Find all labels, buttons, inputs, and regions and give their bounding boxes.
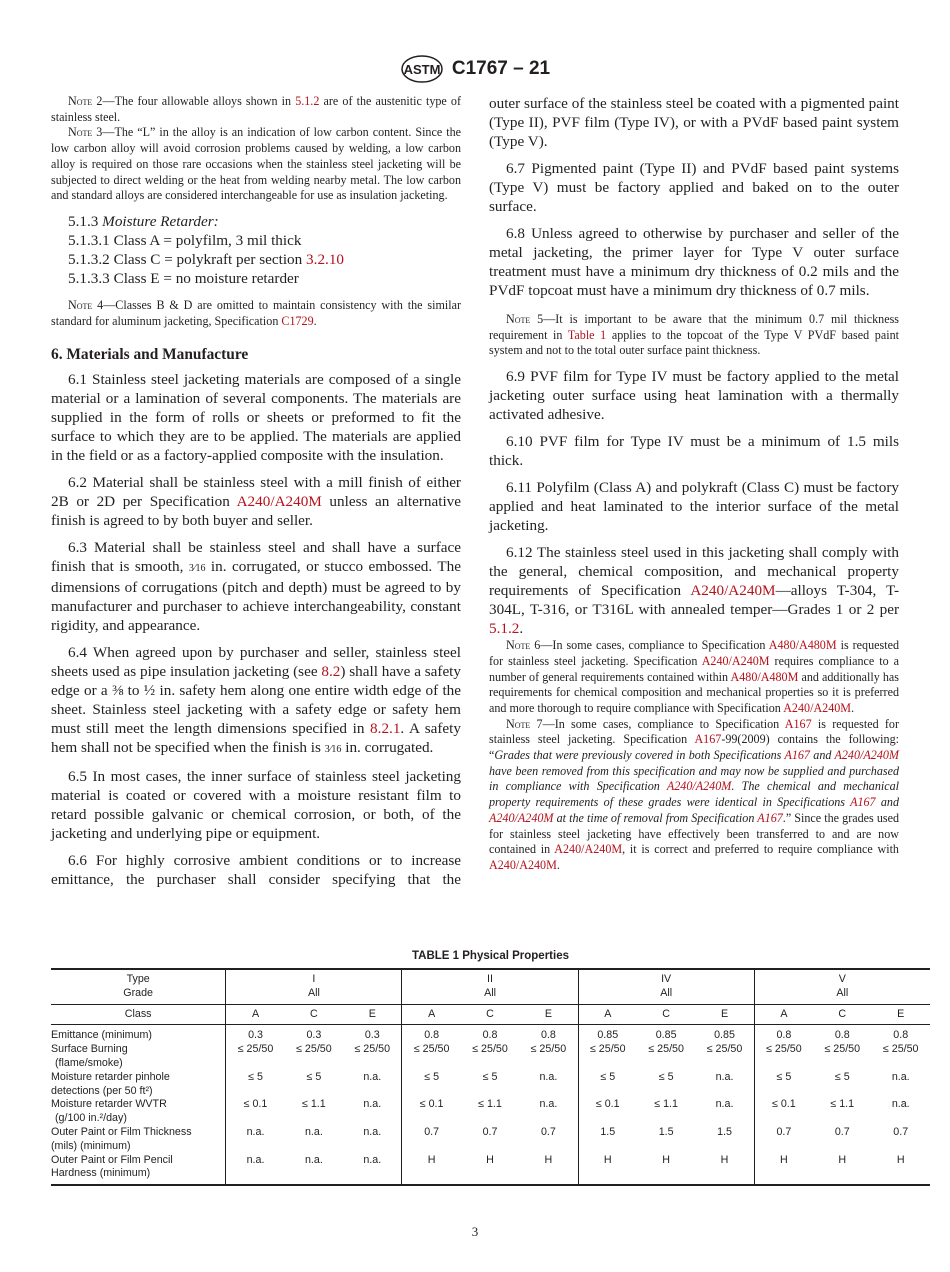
para-6-7: 6.7 Pigmented paint (Type II) and PVdF based paint systems (Type V) must be factory applied and baked on to the outer surface.: [489, 160, 899, 215]
section-5-1-3: 5.1.3 Moisture Retarder:: [68, 212, 219, 230]
type-group-header: II: [402, 969, 578, 987]
link-a167[interactable]: A167: [850, 795, 876, 810]
link-5-1-2[interactable]: 5.1.2: [295, 94, 320, 108]
page-header: [0, 54, 950, 84]
link-8-2[interactable]: 8.2: [321, 663, 341, 681]
link-a480[interactable]: A480/A480M: [768, 638, 837, 653]
note-2: Note 2—The four allowable alloys shown in 5.1.2 are of the austenitic type of stainless steel.: [51, 94, 462, 124]
link-table-1[interactable]: Table 1: [567, 327, 607, 342]
astm-logo-icon: [400, 54, 444, 84]
para-6-6: 6.6 For highly corrosive ambient conditions or to increase emittance, the purchaser shall consider specifying that the: [51, 852, 461, 889]
section-heading-6: 6. Materials and Manufacture: [51, 346, 249, 364]
para-6-9: 6.9 PVF film for Type IV must be factory applied to the metal jacketing outer surface using heat lamination with a thermally activated adhesive.: [489, 368, 899, 424]
left-column: [51, 94, 461, 889]
table-row: Outer Paint or Film Pencil Hardness (minimum) n.a. n.a. n.a. H H H H H H H H H: [51, 1154, 930, 1186]
table-row: Outer Paint or Film Thickness (mils) (minimum) n.a. n.a. n.a. 0.7 0.7 0.7 1.5 1.5 1.5 0.7 0.7 0.7: [51, 1125, 909, 1152]
note-5: Note 5—It is important to be aware that the minimum 0.7 mil thickness requirement in Table 1 applies to the topcoat of the Type V PVdF based paint system and not to the total outer surface paint thickness.: [489, 312, 899, 358]
document-code: C1767 – 21: [451, 58, 551, 79]
link-a240[interactable]: A240/A240M: [236, 493, 322, 511]
section-5-1-3-2: 5.1.3.2 Class C = polykraft per section 3.2.10: [68, 250, 345, 268]
link-a240[interactable]: A240/A240M: [489, 810, 554, 825]
table-row: Emittance (minimum) 0.3 0.3 0.3 0.8 0.8 0.8 0.85 0.85 0.85 0.8 0.8 0.8: [51, 1025, 930, 1043]
para-6-3: 6.3 Material shall be stainless steel and shall have a surface finish that is smooth, 3⁄16 in. corrugated, or stucco embossed. The dimensions of corrugations (pitch and depth) must be agreed to by manufacturer and purchaser to achieve interchangeability, constant rigidity, and appearance.: [51, 539, 461, 635]
para-6-4: 6.4 When agreed upon by purchaser and seller, stainless steel sheets used as pipe insulation jacketing (see 8.2) shall have a safety edge or a ⅜ to ½ in. safety hem along one entire width edge of the sheet. Stainless steel jacketing with a safety edge or safety hem must still meet the length dimensions specified in 8.2.1. A safety hem shall not be specified when the finish is 3⁄16 in. corrugated.: [51, 644, 461, 757]
table-row: Surface Burning (flame/smoke) ≤ 25/50 ≤ 25/50 ≤ 25/50 ≤ 25/50 ≤ 25/50 ≤ 25/50 ≤ 25/50 ≤ 25/50 ≤ 25/50 ≤ 25/50 ≤ 25/50 ≤ 25/50: [51, 1043, 919, 1069]
note-4: Note 4—Classes B & D are omitted to maintain consistency with the similar standard for aluminum jacketing, Specification C1729.: [51, 297, 462, 328]
physical-properties-table: TABLE 1 Physical Properties Type I II IV V Grade All All All All Class A C E A C E A C E A C E Emittance (minimum) 0.3 0.3 0.3 0.8 0.8 0.8 0.85 0.85 0.85 0.8 0.8 0.8 Surface Burning (flame/smoke) ≤ 25/50 ≤ 25/50 ≤ 25/50 ≤ 25/50 ≤ 25/50 ≤ 25/50 ≤ 25/50 ≤ 25/50 ≤ 25/50 ≤ 25/50 ≤ 25/50 ≤ 25/50 Moisture retarder pinhole detections (per 50 ft²) ≤ 5 ≤ 5 n.a. ≤ 5 ≤ 5 n.a. ≤ 5 ≤ 5 n.a. ≤ 5 ≤ 5 n.a. Moisture retarder WVTR (g/100 in.²/day) ≤ 0.1 ≤ 1.1 n.a. ≤ 0.1 ≤ 1.1 n.a. ≤ 0.1 ≤ 1.1 n.a. ≤ 0.1 ≤ 1.1 n.a. Outer Paint or Film Thickness (mils) (minimum) n.a. n.a. n.a. 0.7 0.7 0.7 1.5 1.5 1.5 0.7 0.7 0.7 Outer Paint or Film Pencil Hardness (minimum) n.a. n.a. n.a. H H H H H H H H H: [51, 950, 930, 1186]
para-6-10: 6.10 PVF film for Type IV must be a minimum of 1.5 mils thick.: [489, 433, 899, 470]
link-a240[interactable]: A240/A240M: [690, 582, 776, 600]
para-6-12: 6.12 The stainless steel used in this jacketing shall comply with the general, chemical composition, and mechanical property requirements of Specification A240/A240M—alloys T-304, T-304L, T-316, or T316L with annealed temper—Grades 1 or 2 per 5.1.2.: [489, 544, 899, 638]
link-5-1-2[interactable]: 5.1.2: [489, 620, 520, 638]
page-number: 3: [471, 1224, 479, 1239]
type-group-header: I: [226, 969, 402, 987]
right-column: [489, 94, 899, 874]
type-group-header: IV: [578, 969, 754, 987]
note-7: Note 7—In some cases, compliance to Specification A167 is requested for stainless steel jacketing. Specification A167-99(2009) contains the following: “Grades that were previously covered in both Specifications A167 and A240/A240M have been removed from this specification and may now be supplied and purchased in compliance with Specification A240/A240M. The chemical and mechanical property requirements of these grades were identical in Specifications A167 and A240/A240M at the time of removal from Specification A167.” Since the grades used for stainless steel jacketing have effectively been transferred to and are now contained in A240/A240M, it is correct and preferred to require compliance with A240/A240M.: [489, 716, 900, 872]
link-a167[interactable]: A167: [784, 716, 812, 731]
table-title: TABLE 1 Physical Properties: [411, 950, 569, 962]
type-group-header: V: [754, 969, 930, 987]
para-6-8: 6.8 Unless agreed to otherwise by purchaser and seller of the metal jacketing, the primer layer for Type V outer surface treatment must have a minimum dry thickness of 0.2 mils and the PVdF topcoat must have a minimum dry thickness of 0.7 mils.: [489, 225, 899, 299]
link-a240[interactable]: A240/A240M: [489, 857, 557, 872]
para-6-1: 6.1 Stainless steel jacketing materials are composed of a single material or a lamination of several components. The materials are supplied in the form of rolls or sheets or preformed to fit the surface to which they are to be applied. The materials are applied in the field or as a factory-applied composite with the insulation.: [51, 371, 461, 465]
link-a480[interactable]: A480/A480M: [730, 669, 799, 684]
link-a240[interactable]: A240/A240M: [701, 653, 770, 668]
link-a240[interactable]: A240/A240M: [666, 779, 732, 794]
note-6: Note 6—In some cases, compliance to Specification A480/A480M is requested for stainless steel jacketing. Specification A240/A240M requires compliance to a number of general requirements contained within A480/A480M and additionally has requirements for chemical composition and mechanical properties so it is preferred and more thorough to require compliance with Specification A240/A240M.: [489, 638, 899, 715]
link-a240[interactable]: A240/A240M: [834, 748, 899, 763]
link-a167[interactable]: A167: [694, 732, 722, 747]
link-a240[interactable]: A240/A240M: [554, 842, 623, 857]
section-5-1-3-3: 5.1.3.3 Class E = no moisture retarder: [68, 269, 299, 287]
link-c1729[interactable]: C1729: [281, 313, 314, 328]
svg-text:ASTM: ASTM: [403, 62, 441, 77]
link-a167[interactable]: A167: [757, 810, 783, 825]
table-row: Moisture retarder WVTR (g/100 in.²/day) ≤ 0.1 ≤ 1.1 n.a. ≤ 0.1 ≤ 1.1 n.a. ≤ 0.1 ≤ 1.1 n.a. ≤ 0.1 ≤ 1.1 n.a.: [51, 1098, 910, 1125]
link-3-2-10[interactable]: 3.2.10: [306, 250, 345, 268]
link-a167[interactable]: A167: [784, 748, 810, 763]
para-6-2: 6.2 Material shall be stainless steel with a mill finish of either 2B or 2D per Specification A240/A240M unless an alternative finish is agreed to by both buyer and seller.: [51, 474, 461, 530]
link-a240[interactable]: A240/A240M: [783, 700, 852, 715]
para-6-11: 6.11 Polyfilm (Class A) and polykraft (Class C) must be factory applied and heat laminated to the interior surface of the metal jacketing.: [489, 479, 899, 535]
para-6-5: 6.5 In most cases, the inner surface of stainless steel jacketing material is coated or covered with a moisture resistant film to retard possible galvanic or chemical corrosion, or both, of the jacketing and underlying pipe or equipment.: [51, 768, 461, 843]
note-3: Note 3—The “L” in the alloy is an indication of low carbon content. Since the low carbon alloy will avoid corrosion problems caused by welding, a low carbon alloy is required on those rare occasions when the stainless steel jacketing will be subjected to direct welding or the heat from welding nearby metal. The low carbon and standard alloys are considered interchangeable for use as insulation jacketing.: [51, 125, 461, 203]
section-5-1-3-1: 5.1.3.1 Class A = polyfilm, 3 mil thick: [68, 231, 302, 249]
para-6-6-continued: outer surface of the stainless steel be coated with a pigmented paint (Type II), PVF film (Type IV), or with a PVdF based paint system (Type V).: [489, 95, 899, 150]
table-row: Moisture retarder pinhole detections (per 50 ft²) ≤ 5 ≤ 5 n.a. ≤ 5 ≤ 5 n.a. ≤ 5 ≤ 5 n.a. ≤ 5 ≤ 5 n.a.: [51, 1070, 910, 1097]
link-8-2-1[interactable]: 8.2.1: [370, 720, 401, 738]
